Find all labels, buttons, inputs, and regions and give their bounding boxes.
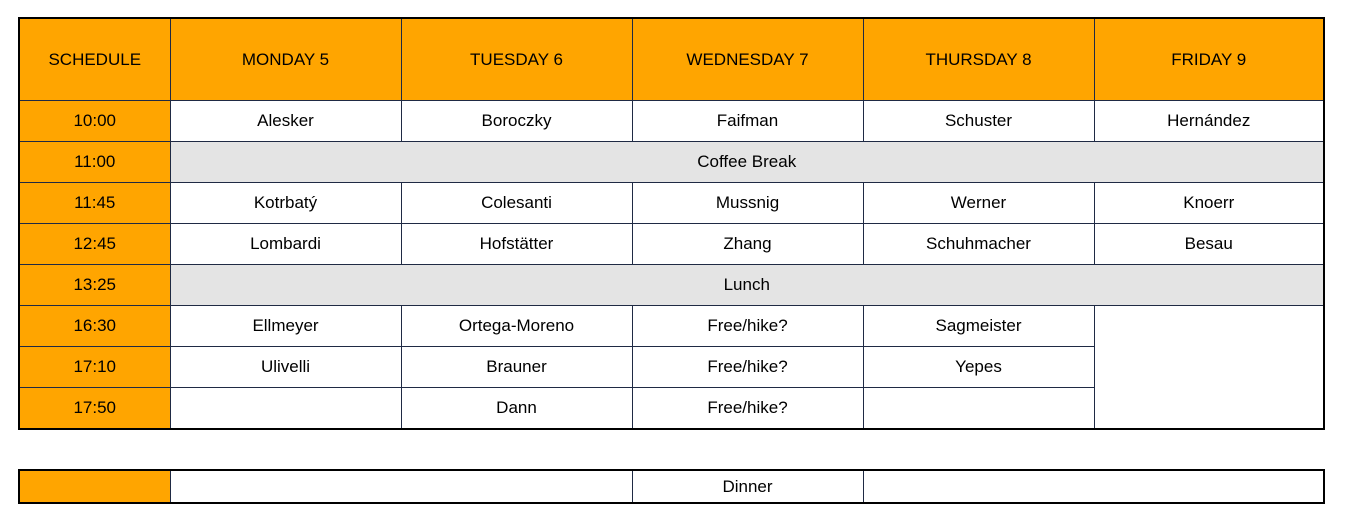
- time-cell: 16:30: [19, 306, 170, 347]
- day-header-thursday: THURSDAY 8: [863, 18, 1094, 101]
- session-cell: Ulivelli: [170, 347, 401, 388]
- time-cell: 12:45: [19, 224, 170, 265]
- dinner-table: [18, 469, 1325, 504]
- coffee-break-cell: Coffee Break: [170, 142, 1324, 183]
- table-row: [19, 142, 1324, 183]
- dinner-blank-cell: [863, 470, 1324, 503]
- session-cell: Faifman: [632, 101, 863, 142]
- session-cell: Free/hike?: [632, 388, 863, 430]
- table-row: [19, 183, 1324, 224]
- time-cell: 13:25: [19, 265, 170, 306]
- session-cell: Brauner: [401, 347, 632, 388]
- time-cell: 10:00: [19, 101, 170, 142]
- time-cell: 11:00: [19, 142, 170, 183]
- session-cell: Schuster: [863, 101, 1094, 142]
- session-cell: Zhang: [632, 224, 863, 265]
- dinner-blank-cell: [170, 470, 632, 503]
- session-cell: Kotrbatý: [170, 183, 401, 224]
- session-cell: Free/hike?: [632, 347, 863, 388]
- session-cell: Lombardi: [170, 224, 401, 265]
- session-cell: Yepes: [863, 347, 1094, 388]
- session-cell: Dann: [401, 388, 632, 430]
- session-cell: Hofstätter: [401, 224, 632, 265]
- session-cell: Besau: [1094, 224, 1324, 265]
- session-cell: [863, 388, 1094, 430]
- day-header-tuesday: TUESDAY 6: [401, 18, 632, 101]
- day-header-monday: MONDAY 5: [170, 18, 401, 101]
- table-row: [19, 101, 1324, 142]
- schedule-table: [18, 17, 1325, 430]
- friday-afternoon-empty-cell: [1094, 306, 1324, 430]
- time-cell: 17:10: [19, 347, 170, 388]
- session-cell: Ortega-Moreno: [401, 306, 632, 347]
- table-row: [19, 306, 1324, 347]
- schedule-corner-header: SCHEDULE: [19, 18, 170, 101]
- header-row: [19, 18, 1324, 101]
- session-cell: Hernández: [1094, 101, 1324, 142]
- lunch-cell: Lunch: [170, 265, 1324, 306]
- session-cell: Schuhmacher: [863, 224, 1094, 265]
- day-header-wednesday: WEDNESDAY 7: [632, 18, 863, 101]
- time-cell: 17:50: [19, 388, 170, 430]
- session-cell: Knoerr: [1094, 183, 1324, 224]
- session-cell: Werner: [863, 183, 1094, 224]
- time-cell: 11:45: [19, 183, 170, 224]
- day-header-friday: FRIDAY 9: [1094, 18, 1324, 101]
- session-cell: Alesker: [170, 101, 401, 142]
- session-cell: Boroczky: [401, 101, 632, 142]
- table-row: [19, 265, 1324, 306]
- dinner-cell: Dinner: [632, 470, 863, 503]
- dinner-time-cell: [19, 470, 170, 503]
- session-cell: Colesanti: [401, 183, 632, 224]
- table-row: [19, 224, 1324, 265]
- session-cell: [170, 388, 401, 430]
- dinner-row: [19, 470, 1324, 503]
- session-cell: Sagmeister: [863, 306, 1094, 347]
- session-cell: Free/hike?: [632, 306, 863, 347]
- session-cell: Mussnig: [632, 183, 863, 224]
- session-cell: Ellmeyer: [170, 306, 401, 347]
